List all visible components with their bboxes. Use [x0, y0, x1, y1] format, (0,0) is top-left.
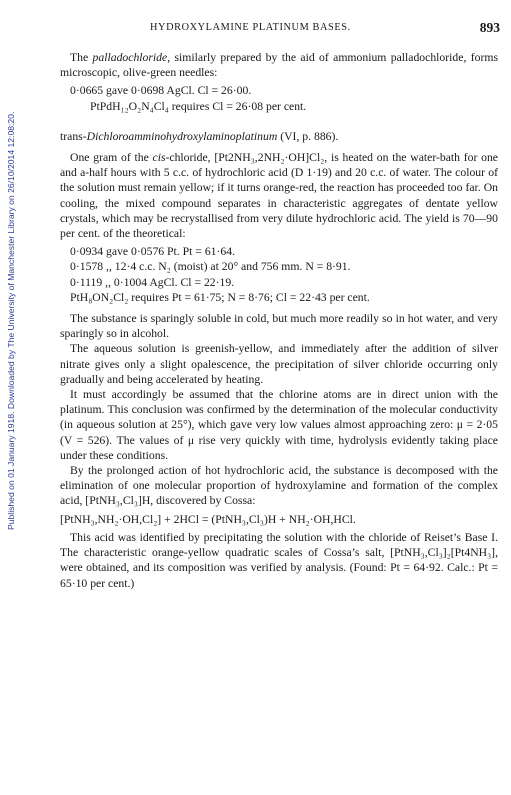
page-body [60, 50, 498, 591]
preparation-paragraph [60, 150, 498, 241]
section-title [60, 129, 498, 144]
palladochloride-intro-post: , similarly prepared by the aid of ammonium palladochloride, forms microscopic, olive-green needles: [60, 51, 499, 80]
running-head: HYDROXYLAMINE PLATINUM BASES. [150, 22, 351, 33]
page-header [60, 22, 500, 38]
analysis-line-2: 0·1578 ,, 12·4 c.c. N₂ (moist) at 20° and 756 mm. N = 8·91. [70, 260, 351, 274]
palladochloride-term: palladochloride [92, 51, 168, 64]
download-notice-text: Published on 01 January 1918. Downloaded by The University of Manchester Library on 26/10/2014 12:08:20. [6, 111, 16, 530]
palladochloride-analysis-2: PtPdH₁₂O₂N₄Cl₄ requires Cl = 26·08 per cent. [90, 99, 307, 113]
section-title-suffix: (VI, p. 886). [277, 129, 339, 143]
analysis-line-1: 0·0934 gave 0·0576 Pt. Pt = 61·64. [70, 245, 236, 259]
reaction-equation: [PtNH₃,NH₂·OH,Cl₂] + 2HCl = (PtNH₃,Cl₃)H + NH₂·OH,HCl. [60, 512, 356, 526]
page-number: 893 [479, 20, 500, 35]
analysis-line-3: 0·1119 ,, 0·1004 AgCl. Cl = 22·19. [70, 275, 235, 289]
section-title-prefix: trans- [60, 129, 87, 143]
palladochloride-intro-pre: The [70, 51, 93, 64]
section-title-compound: Dichloroamminohydroxylaminoplatinum [86, 129, 278, 143]
palladochloride-paragraph [60, 50, 498, 80]
analysis-line-4: PtH₈ON₂Cl₂ requires Pt = 61·75; N = 8·76; Cl = 22·43 per cent. [70, 290, 370, 304]
solubility-paragraph: The substance is sparingly soluble in cold, but much more readily so in hot water, and very sparingly so in alcohol. [60, 312, 498, 341]
conductivity-paragraph: It must accordingly be assumed that the chlorine atoms are in direct union with the platinum. This conclusion was confirmed by the determination of the molecular conductivity (in aqueous solution at 25°), which gave very low values almost approaching zero: μ = 2·05 (V = 526). The values of μ rise very quickly with time, hydrolysis evidently taking place under these conditions. [60, 388, 498, 462]
preparation-pre: One gram of the [70, 151, 153, 165]
download-notice [4, 30, 18, 530]
preparation-post: -chloride, [Pt2NH₃,2NH₂·OH]Cl₂, is heated on the water-bath for one and a-half hours with 5 c.c. of hydrochloric acid (D 1·19) and 20 c.c. of water. The colour of the solution must remain yellow; if it turns orange-red, the reaction has proceeded too far. On cooling, the mixed compound separates in characteristic aggregates of dentate yellow crystals, which may be recrystallised from very dilute hydrochloric acid. The yield is 70—90 per cent. of the theoretical: [60, 151, 498, 241]
aqueous-solution-paragraph: The aqueous solution is greenish-yellow, and immediately after the addition of silver nitrate gives only a slight opalescence, the precipitation of silver chloride occurring only gradually and being accelerated by heating. [60, 342, 498, 386]
identification-paragraph: This acid was identified by precipitating the solution with the chloride of Reiset’s Base I. The characteristic orange-yellow quadratic scales of Cossa’s salt, [PtNH₃,Cl₃]₂[Pt4NH₃], were obtained, and its composition was verified by analysis. (Found: Pt = 64·92. Calc.: Pt = 65·10 per cent.) [60, 530, 498, 590]
palladochloride-analysis-1: 0·0665 gave 0·0698 AgCl. Cl = 26·00. [70, 84, 252, 98]
decomposition-paragraph: By the prolonged action of hot hydrochloric acid, the substance is decomposed with the elimination of one molecular proportion of hydroxylamine and formation of the complex acid, [PtNH₃,Cl₃]H, discovered by Cossa: [60, 464, 498, 508]
preparation-cis: cis [152, 151, 166, 165]
